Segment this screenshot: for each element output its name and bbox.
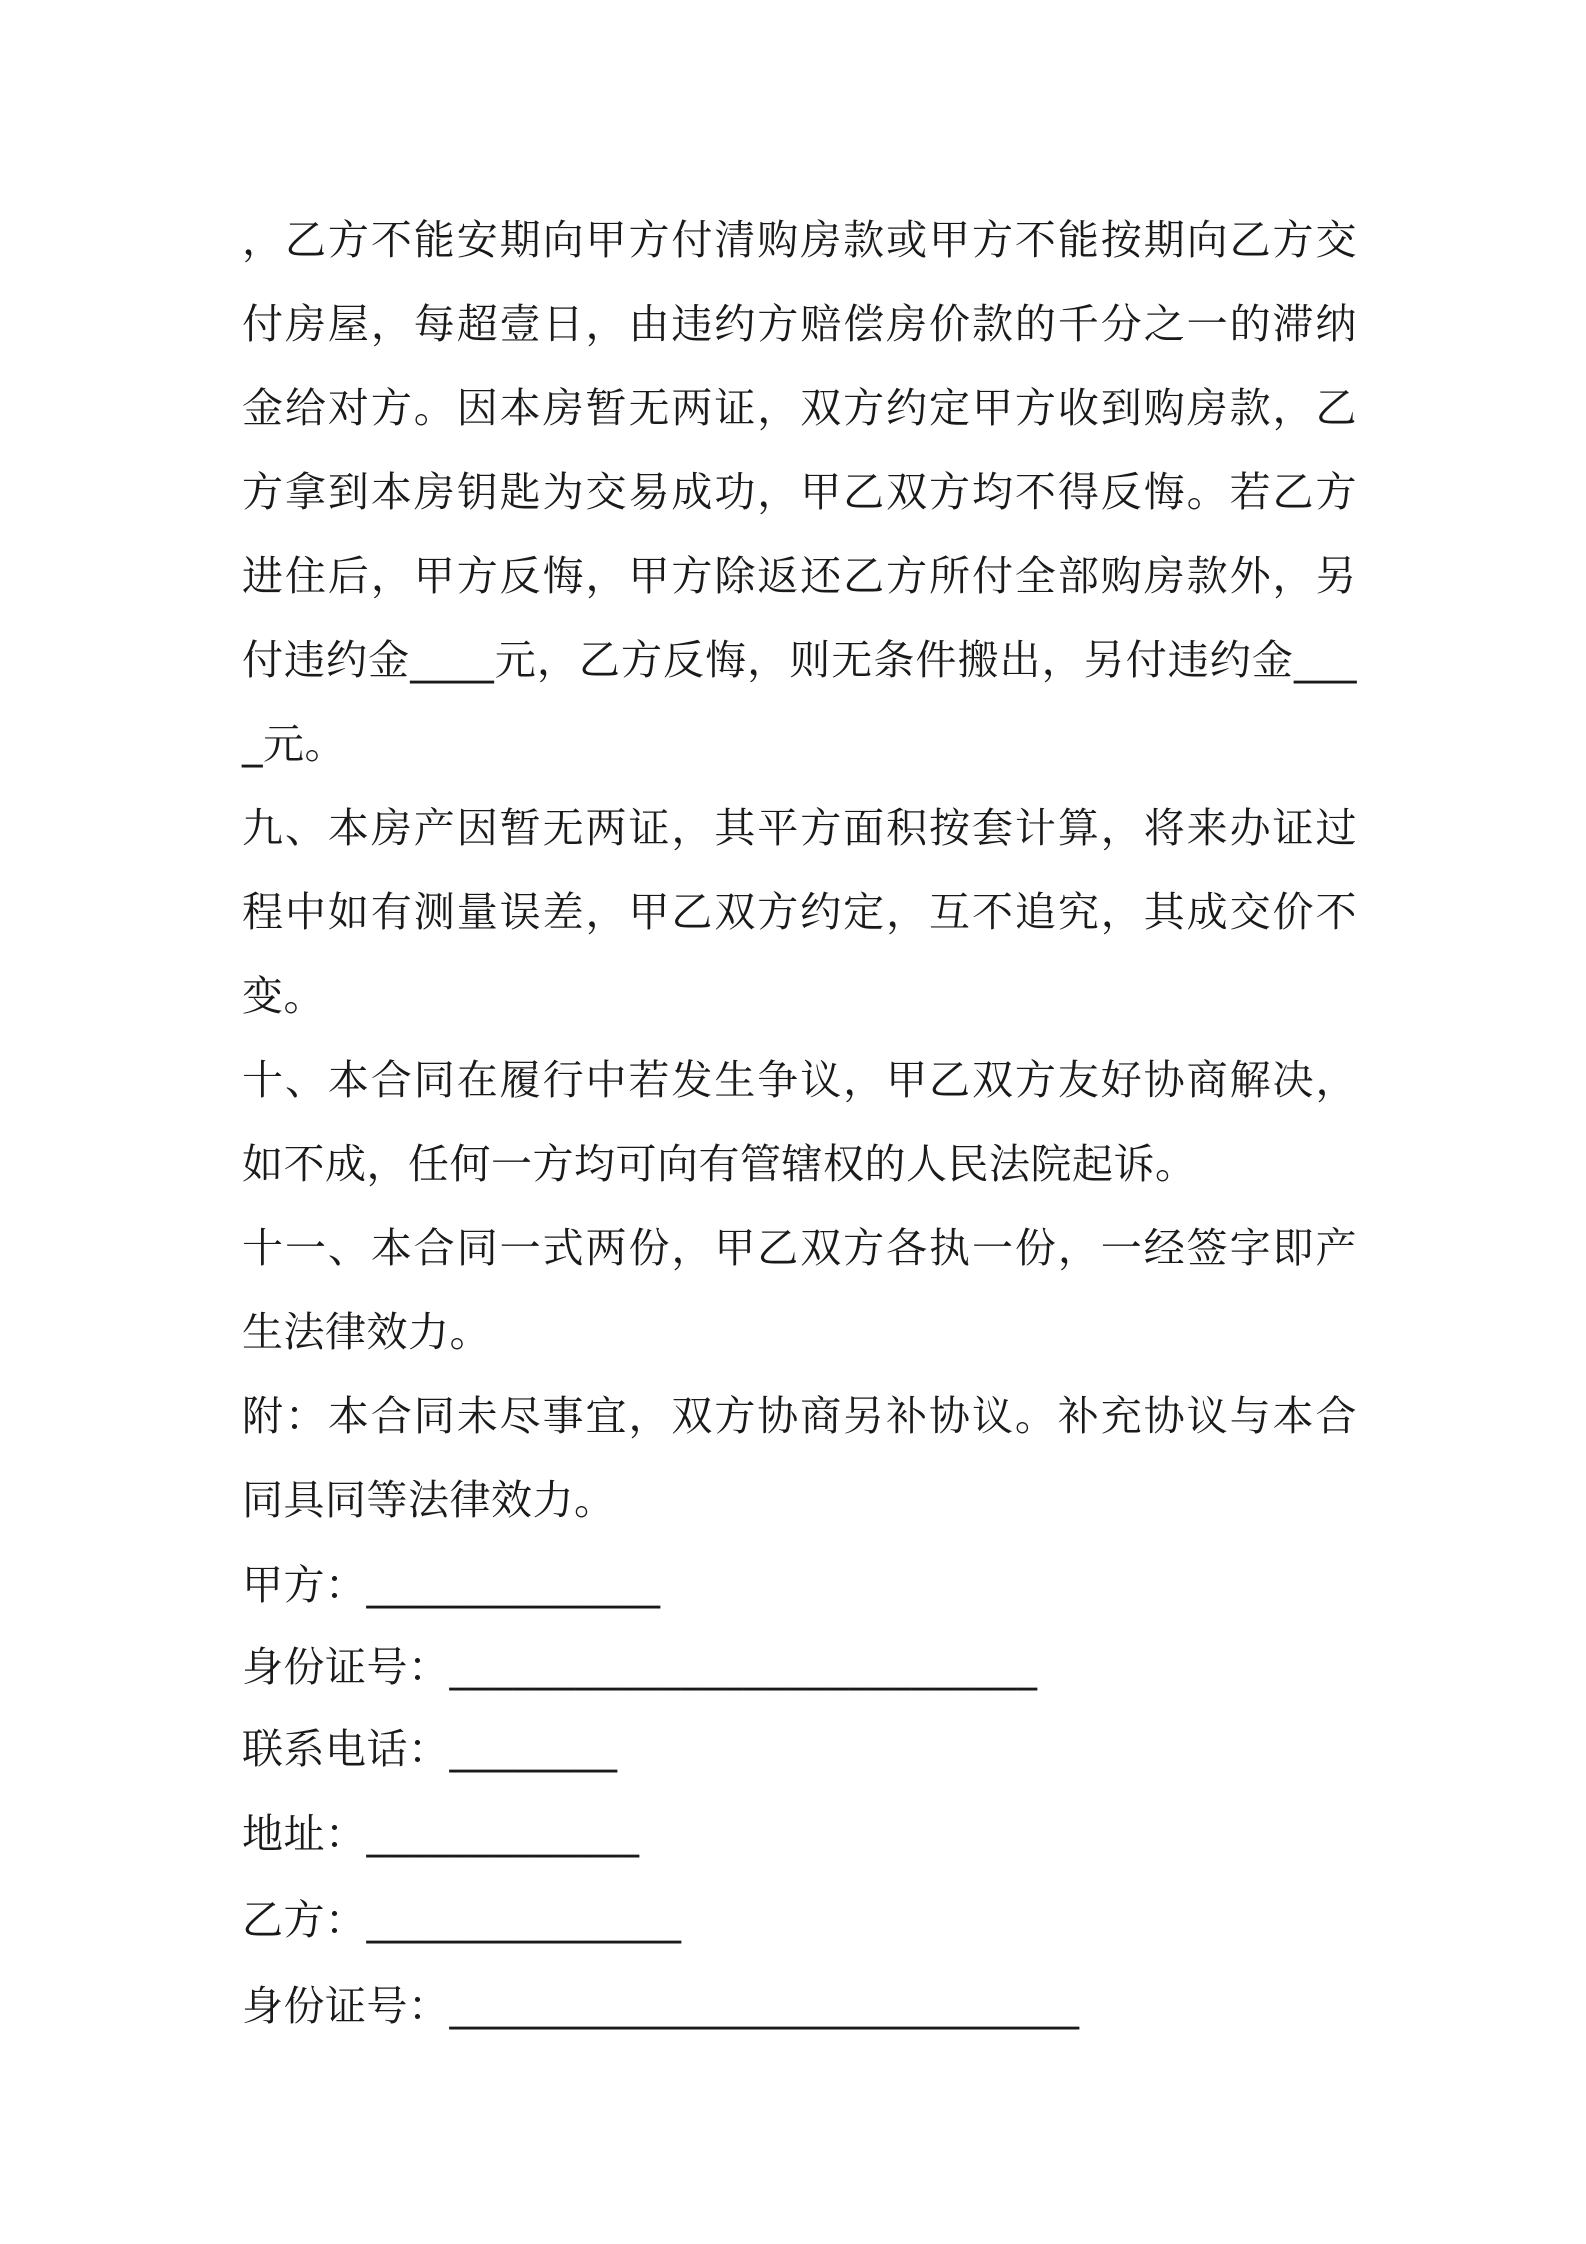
clause-ten: 十、本合同在履行中若发生争议，甲乙双方友好协商解决，如不成，任何一方均可向有管辖权的人民法院起诉。 <box>242 1056 1357 1188</box>
contract-body <box>242 198 1357 2048</box>
party-b-id-field: 身份证号：______________________________ <box>242 1982 1080 2030</box>
party-a-id-field: 身份证号：____________________________ <box>242 1643 1038 1691</box>
party-a-name-field: 甲方：______________ <box>242 1561 661 1609</box>
party-a-phone-field: 联系电话：________ <box>242 1725 618 1773</box>
party-a-address-field: 地址：_____________ <box>242 1810 640 1858</box>
party-b-name-field: 乙方：_______________ <box>242 1896 682 1944</box>
clause-eight-continuation: ，乙方不能安期向甲方付清购房款或甲方不能按期向乙方交付房屋，每超壹日，由违约方赔偿房价款的千分之一的滞纳金给对方。因本房暂无两证，双方约定甲方收到购房款，乙方拿到本房钥匙为交易成功，甲乙双方均不得反悔。若乙方进住后，甲方反悔，甲方除返还乙方所付全部购房款外，另付违约金____元，乙方反悔，则无条件搬出，另付违约金____元。 <box>242 216 1357 768</box>
appendix-note: 附：本合同未尽事宜，双方协商另补协议。补充协议与本合同具同等法律效力。 <box>242 1392 1357 1524</box>
clause-nine: 九、本房产因暂无两证，其平方面积按套计算，将来办证过程中如有测量误差，甲乙双方约定，互不追究，其成交价不变。 <box>242 804 1357 1020</box>
clause-eleven: 十一、本合同一式两份，甲乙双方各执一份，一经签字即产生法律效力。 <box>242 1224 1357 1356</box>
